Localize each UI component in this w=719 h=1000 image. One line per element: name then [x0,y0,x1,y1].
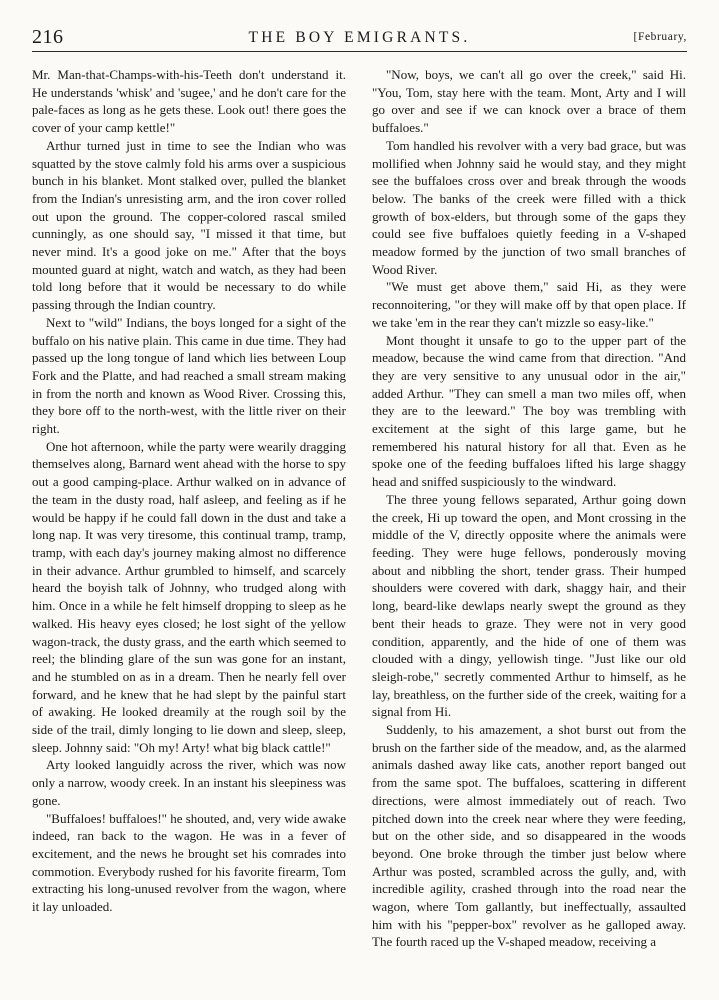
paragraph: "Buffaloes! buffaloes!" he shouted, and, very wide awake indeed, ran back to the wagon. He was in a fever of excitement, and the news he brought set his comrades into commotion. Everybody rushed for his favorite firearm, Tom extracting his long-unused revolver from the wagon, where it lay unloaded. [32,810,347,915]
right-column [372,66,686,951]
paragraph: Arthur turned just in time to see the Indian who was squatted by the stove calmly fold his arms over a suspicious bunch in his blanket. Mont stalked over, pulled the blanket from the Indian's unresisting arm, and the iron cover rolled out upon the ground. The copper-colored rascal smiled cunningly, as one should say, "I missed it that time, but never mind. It's a good joke on me." After that the boys mounted guard at night, watch and watch, as they had been told long before that it would be necessary to do while passing through the Indian country. [32,137,346,313]
header-rule [32,51,687,52]
paragraph: Suddenly, to his amazement, a shot burst out from the brush on the farther side of the meadow, and, as the alarmed animals dashed away like cats, another report banged out from the same spot. The buffaloes, scattering in different directions, were almost immediately out of reach. Two pitched down into the creek near where they were feeding, but on the other side, and so disappeared in the woods beyond. One broke through the timber just below where Arthur was posted, scrambled across the gully, and, with incredible agility, crashed through into the road near the wagon, where Tom gallantly, but ineffectually, assaulted him with his "pepper-box" revolver as he galloped away. The fourth raced up the V-shaped meadow, receiving a [372,722,686,950]
paragraph: "Now, boys, we can't all go over the creek," said Hi. "You, Tom, stay here with the team. Mont, Arty and I will go over and see if we can knock over a brace of them buffaloes." [372,67,686,136]
paragraph: Mr. Man-that-Champs-with-his-Teeth don't understand it. He understands 'whisk' and 'sugee,' and he don't care for the pale-faces as long as he gets these. Look out! there goes the cover of your camp kettle!" [32,67,346,136]
left-column [32,66,346,916]
running-title: THE BOY EMIGRANTS. [248,29,471,46]
page-number: 216 [32,26,64,48]
paragraph: "We must get above them," said Hi, as they were reconnoitering, "or they will make off by that open place. If we take 'em in the rear they can't mizzle so easy-like." [372,279,686,330]
paragraph: Arty looked languidly across the river, which was now only a narrow, woody creek. In an instant his sleepiness was gone. [32,757,346,808]
paragraph: Tom handled his revolver with a very bad grace, but was mollified when Johnny said he would stay, and they might see the buffaloes cross over and break through the woods below. The banks of the creek were filled with a thick growth of box-elders, but through some of the gaps they could see five buffaloes quietly feeding in a V-shaped meadow formed by the junction of two small branches of Wood River. [372,137,686,277]
paragraph: One hot afternoon, while the party were wearily dragging themselves along, Barnard went ahead with the horse to spy out a good camping-place. Arthur walked on in advance of the team in the dusty road, half asleep, and feeling as if he would be happy if he could fall down in the dust and take a long nap. It was very tiresome, this continual tramp, tramp, tramp, with each day's journey making almost no difference in their advance. Arthur grumbled to himself, and scarcely heard the boyish talk of Johnny, who trudged along with him. Once in a while he felt himself dropping to sleep as he walked. His heavy eyes closed; he lost sight of the yellow wagon-track, the dusty grass, and the earth which seemed to reel; the blinding glare of the sun was gone for an instant, and he stumbled on as in a dream. Then he nearly fell over forward, and he knew that he had slept by the painful start of awaking. He looked dreamily at the rough soil by the side of the trail, dimly longing to lie down and sleep, sleep, sleep. Johnny said: "Oh my! Arty! what big black cattle!" [32,438,346,755]
page-header [32,26,687,50]
paragraph: Next to "wild" Indians, the boys longed for a sight of the buffalo on his native plain. This came in due time. They had passed up the long tongue of land which lies between Loup Fork and the Platte, and had reached a small stream making in from the north and known as Wood River. Crossing this, they bore off to the north-west, with the little river on their right. [32,314,346,437]
paragraph: The three young fellows separated, Arthur going down the creek, Hi up toward the open, and Mont crossing in the middle of the V, directly opposite where the animals were feeding. They were huge fellows, ponderously moving about and nibbling the short, tender grass. Their humped shoulders were covered with dark, shaggy hair, and their long, beard-like dewlaps nearly swept the ground as they bent their heads to graze. They were not in very good condition, apparently, and the hide of one of them was clouded with a dingy, yellowish tinge. "Just like our old sleigh-robe," secretly commented Arthur to himself, as he lay, breathless, on the further side of the creek, waiting for a signal from Hi. [372,491,686,720]
issue-month: [February, [633,31,687,43]
paragraph: Mont thought it unsafe to go to the upper part of the meadow, because the wind came from that direction. "And they are very sensitive to any unusual odor in the air," added Arthur. "They can smell a man two miles off, when they are to the leeward." The boy was trembling with excitement at the sight of this large game, but he remembered his natural history for all that. Even as he spoke one of the feeding buffaloes lifted his large shaggy head and sniffed suspiciously to the windward. [372,332,686,490]
